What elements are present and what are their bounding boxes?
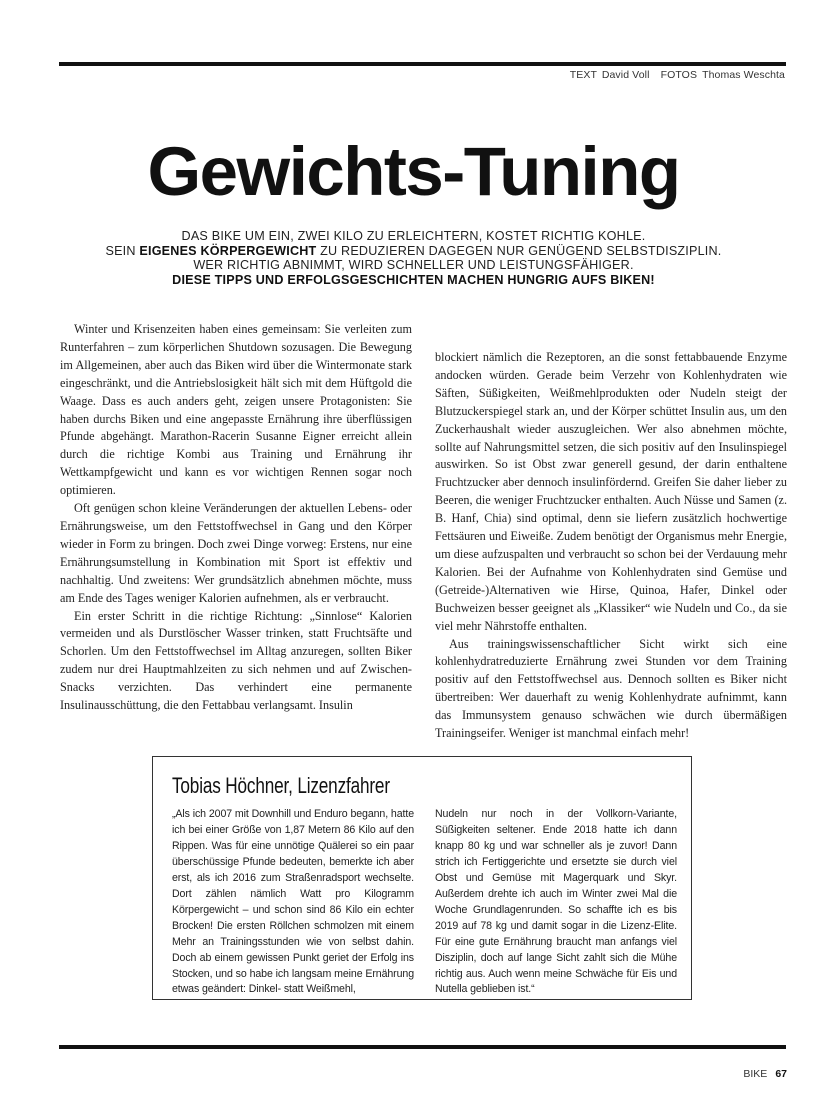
page-footer bbox=[743, 1068, 787, 1080]
intro-line-2 bbox=[80, 244, 747, 259]
credits-photo-author: Thomas Weschta bbox=[702, 69, 785, 81]
intro-deck bbox=[80, 229, 747, 287]
credits-text-author: David Voll bbox=[601, 69, 650, 81]
top-rule bbox=[59, 62, 786, 66]
testimonial-column-right bbox=[435, 807, 677, 998]
testimonial-column-left bbox=[172, 807, 414, 998]
testimonial-box bbox=[152, 756, 692, 1000]
intro-line-4-bold: DIESE TIPPS UND ERFOLGSGESCHICHTEN MACHEN HUNGRIG AUFS BIKEN! bbox=[172, 272, 655, 287]
body-paragraph: Ein erster Schritt in die richtige Richtung: „Sinnlose“ Kalorien vermeiden und als Durstlöscher Wasser trinken, statt Fruchtsäfte und Schorlen. Um den Fettstoffwechsel im Alltag anzuregen, sollten Biker zudem nur drei Hauptmahlzeiten zu sich nehmen und auf Zwischen-Snacks verzichten. Das verhindert eine permanente Insulinausschüttung, die den Fettabbau verlangsamt. Insulin bbox=[60, 608, 412, 713]
body-paragraph-continued: blockiert nämlich die Rezeptoren, an die sonst fettabbauende Enzyme andocken würden. Gerade beim Verzehr von Kohlenhydraten wie Säften, Süßigkeiten, Weißmehlprodukten oder Nudeln steigt der Blutzuckerspiegel stark an, und der Körper schüttet Insulin aus, um den Zuckerhaushalt wieder auszugleichen. Wer also abnehmen möchte, sollte auf Nahrungsmittel setzen, die sich positiv auf den Insulinspiegel auswirken. So ist Obst zwar generell gesund, der darin enthaltene Fruchtzucker aber dennoch insulinfördernd. Greifen Sie daher lieber zu Beeren, die weniger Fruchtzucker enthalten. Auch Nüsse und Samen (z. B. Hanf, Chia) sind optimal, denn sie liefern zusätzlich hochwertige Fettsäuren und Eiweiße. Zudem benötigt der Organismus mehr Energie, um diese aufzuspalten und verbraucht so schon bei der Verdauung mehr Kalorien. Bei der Aufnahme von Kohlenhydraten sind Gemüse und (Getreide-)Alternativen wie Hirse, Quinoa, Hafer, Dinkel oder Buchweizen besser geeignet als „Klassiker“ wie Nudeln und Co., da sie viel mehr Nährstoffe enthalten. bbox=[435, 350, 787, 633]
testimonial-text: „Als ich 2007 mit Downhill und Enduro begann, hatte ich bei einer Größe von 1,87 Metern 86 Kilo auf den Rippen. Was für eine unnötige Quälerei so ein paar überschüssige Pfunde bedeuten, bemerkte ich aber erst, als ich 2016 zum Straßenradsport wechselte. Dort zählen nämlich Watt pro Kilogramm Körpergewicht – und schon sind 86 Kilo ein echter Brocken! Die ersten Röllchen schmolzen mit einem Mehr an Trainingsstunden wie von selbst dahin. Doch ab einem gewissen Punkt geriet der Erfolg ins Stocken, und so habe ich langsam meine Ernährung etwas geändert: Dinkel- statt Weißmehl, bbox=[172, 808, 414, 996]
intro-line-3: WER RICHTIG ABNIMMT, WIRD SCHNELLER UND LEISTUNGSFÄHIGER. bbox=[193, 258, 634, 272]
testimonial-title: Tobias Höchner, Lizenzfahrer bbox=[172, 773, 390, 798]
body-paragraph: Oft genügen schon kleine Veränderungen der aktuellen Lebens- oder Ernährungsweise, um den Fettstoffwechsel in Gang und den Körper wieder in Form zu bringen. Doch zwei Dinge vorweg: Erstens, nur eine Ernährungsumstellung in Kombination mit Sport ist effektiv und nachhaltig. Und zweitens: Wer grundsätzlich abnehmen möchte, muss am Ende des Tages weniger Kalorien aufnehmen, als er verbraucht. bbox=[60, 501, 412, 605]
intro-line-2-post: ZU REDUZIEREN DAGEGEN NUR GENÜGEND SELBSTDISZIPLIN. bbox=[320, 243, 722, 258]
body-column-right bbox=[435, 349, 787, 743]
article-title: Gewichts-Tuning bbox=[147, 133, 680, 210]
intro-line-2-pre: SEIN bbox=[105, 243, 136, 258]
bottom-rule bbox=[59, 1045, 786, 1049]
magazine-name: BIKE bbox=[743, 1068, 768, 1080]
intro-line-1: DAS BIKE UM EIN, ZWEI KILO ZU ERLEICHTERN, KOSTET RICHTIG KOHLE. bbox=[181, 229, 646, 243]
intro-line-4 bbox=[80, 273, 747, 288]
testimonial-text: Nudeln nur noch in der Vollkorn-Variante, Süßigkeiten seltener. Ende 2018 hatte ich dann knapp 80 kg und war schneller als je zuvor! Dann strich ich Fertiggerichte und ersetzte sie durch viel Obst und Gemüse mit Magerquark und Skyr. Außerdem drehte ich auch im Winter zwei Mal die Woche Grundlagenrunden. So schaffte ich es bis 2019 auf 78 kg und damit sogar in die Lizenz-Elite. Für eine gute Ernährung braucht man anfangs viel Disziplin, doch auf lange Sicht zahlt sich die Mühe richtig aus. Auch wenn meine Schwäche für Eis und Nutella geblieben ist.“ bbox=[435, 808, 677, 996]
body-column-left bbox=[60, 321, 412, 715]
body-paragraph: Winter und Krisenzeiten haben eines gemeinsam: Sie verleiten zum Runterfahren – zum körperlichen Shutdown sozusagen. Die Bewegung im Allgemeinen, aber auch das Biken wird über die Wintermonate stark eingeschränkt, und die Antriebslosigkeit hält sich mit dem Hüftgold die Waage. Dass es auch anders geht, zeigen unsere Protagonisten: Sie haben durchs Biken und eine angepasste Ernährung ihre überflüssigen Pfunde abgehängt. Marathon-Racerin Susanne Eigner erreicht allein durch die richtige Kombi aus Training und Ernährung ihr Wettkampfgewicht und kann es vor wichtigen Rennen sogar noch optimieren. bbox=[60, 322, 412, 498]
page-number: 67 bbox=[775, 1068, 787, 1080]
intro-line-2-bold: EIGENES KÖRPERGEWICHT bbox=[139, 243, 317, 258]
credits-text-label: TEXT bbox=[569, 69, 597, 81]
credits bbox=[568, 69, 785, 81]
body-paragraph: Aus trainingswissenschaftlicher Sicht wirkt sich eine kohlenhydratreduzierte Ernährung zwei Stunden vor dem Training positiv auf den Fettstoffwechsel aus. Dennoch sollten es Biker nicht übertreiben: Wer dauerhaft zu wenig Kohlenhydrate aufnimmt, kann das Immunsystem genauso schwächen wie durch übermäßigen Trainingseifer. Weniger ist manchmal einfach mehr! bbox=[435, 636, 787, 741]
credits-photo-label: FOTOS bbox=[660, 69, 698, 81]
